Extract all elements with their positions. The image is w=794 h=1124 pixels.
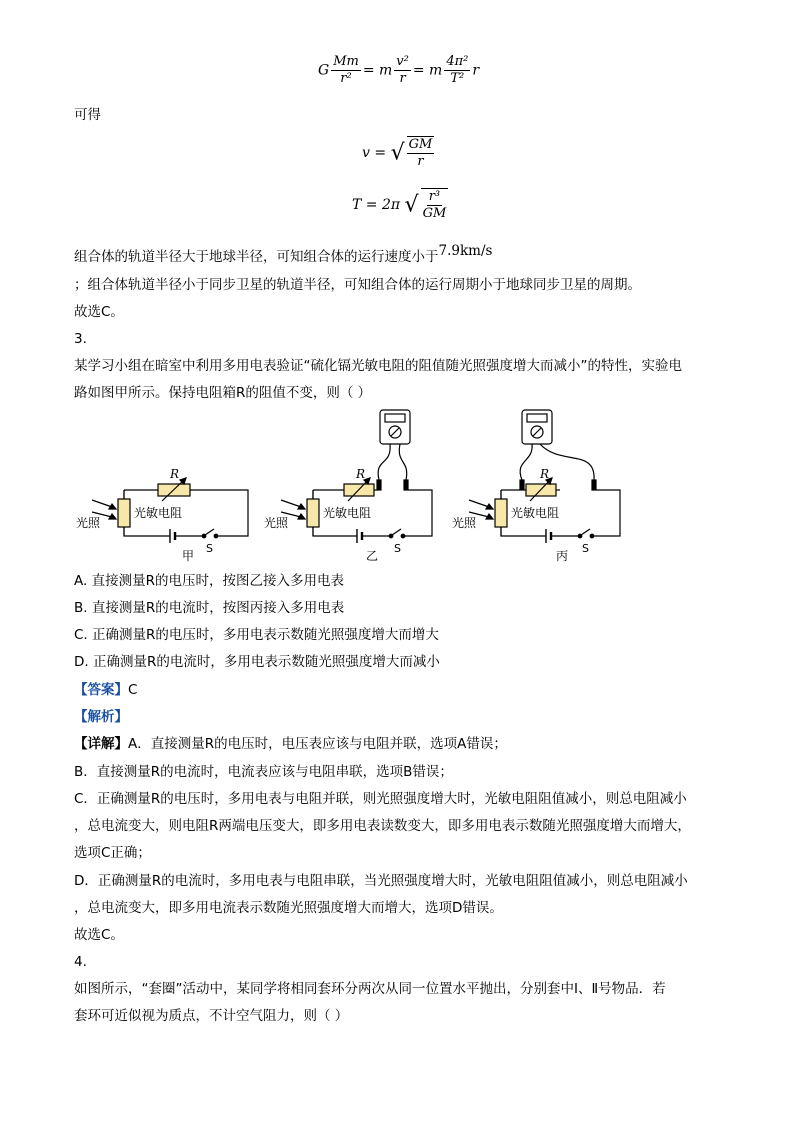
text-line3: 故选C。 (74, 304, 124, 320)
detail-c-line3: 选项C正确； (74, 845, 151, 861)
light-label-yi: 光照 (264, 516, 289, 530)
light-label-jia: 光照 (76, 516, 101, 530)
detail-c-line2: ，总电流变大，则电阻R两端电压变大，即多用电表读数变大，即多用电表示数随光照强度增大而增大， (74, 818, 691, 834)
ldr-label-yi: 光敏电阻 (323, 506, 372, 520)
question-3-number: 3. (74, 331, 87, 347)
analysis-heading: 【解析】 (74, 709, 128, 725)
answer-line (74, 681, 137, 699)
option-b: B. 直接测量R的电流时，按图丙接入多用电表 (74, 600, 345, 616)
question-3-line2: 路如图甲所示。保持电阻箱R的阻值不变，则（ ） (74, 385, 372, 401)
text-kede: 可得 (74, 107, 101, 123)
question-3-line1: 某学习小组在暗室中利用多用电表验证“硫化镉光敏电阻的阻值随光照强度增大而减小”的特性，实验电 (74, 358, 682, 374)
ldr-label-jia: 光敏电阻 (134, 506, 183, 520)
figure-label-bing: 丙 (556, 549, 569, 563)
text-line2: ；组合体轨道半径小于同步卫星的轨道半径，可知组合体的运行周期小于地球同步卫星的周期。 (74, 277, 641, 293)
switch-label-yi: S (394, 542, 401, 555)
question-4-line2: 套环可近似视为质点，不计空气阻力，则（ ） (74, 1008, 349, 1024)
option-c: C. 正确测量R的电压时，多用电表示数随光照强度增大而增大 (74, 627, 439, 643)
gravity-equation: G $\frac{Mm}{\text{r²}}$ = m $\frac{\text{v²}}{r}$ = m $\frac{\text{4π²}}{\text{T²}}$ r (318, 54, 480, 86)
detail-b: B．直接测量R的电流时，电流表应该与电阻串联，选项B错误； (74, 764, 453, 780)
question-4-line1: 如图所示，“套圈”活动中，某同学将相同套环分两次从同一位置水平抛出，分别套中Ⅰ、Ⅱ号物品．若 (74, 981, 666, 997)
answer-label: 【答案】 (74, 682, 128, 698)
circuit-diagrams (74, 408, 664, 576)
period-equation: T = 2π √ $\frac{\text{r³}}{GM}$ (352, 189, 447, 221)
question-4-number: 4. (74, 954, 87, 970)
detail-a: 【详解】A．直接测量R的电压时，电压表应该与电阻并联，选项A错误； (74, 736, 507, 752)
option-a: A. 直接测量R的电压时，按图乙接入多用电表 (74, 573, 344, 589)
text-line1: 组合体的轨道半径大于地球半径，可知组合体的运行速度小于7.9km/s (74, 243, 493, 265)
resistor-label-jia: R (170, 467, 180, 481)
detail-d-line1: D．正确测量R的电流时，多用电表与电阻串联，当光照强度增大时，光敏电阻阻值减小，则总电阻减小 (74, 873, 688, 889)
switch-label-bing: S (582, 542, 589, 555)
detail-c-line1: C．正确测量R的电压时，多用电表与电阻并联，则光照强度增大时，光敏电阻阻值减小，则总电阻减小 (74, 791, 687, 807)
answer-value: C (128, 682, 138, 698)
ldr-label-bing: 光敏电阻 (511, 506, 560, 520)
resistor-label-bing: R (540, 467, 550, 481)
detail-d-line2: ，总电流变大，即多用电流表示数随光照强度增大而增大，选项D错误。 (74, 900, 503, 916)
figure-label-yi: 乙 (366, 549, 379, 563)
velocity-equation: v = √ $\frac{GM}{r}$ (362, 137, 433, 169)
option-d: D. 正确测量R的电流时，多用电表示数随光照强度增大而减小 (74, 654, 440, 670)
resistor-label-yi: R (356, 467, 366, 481)
light-label-bing: 光照 (452, 516, 477, 530)
detail-conclusion: 故选C。 (74, 927, 124, 943)
switch-label-jia: S (206, 542, 213, 555)
figure-label-jia: 甲 (182, 549, 195, 563)
